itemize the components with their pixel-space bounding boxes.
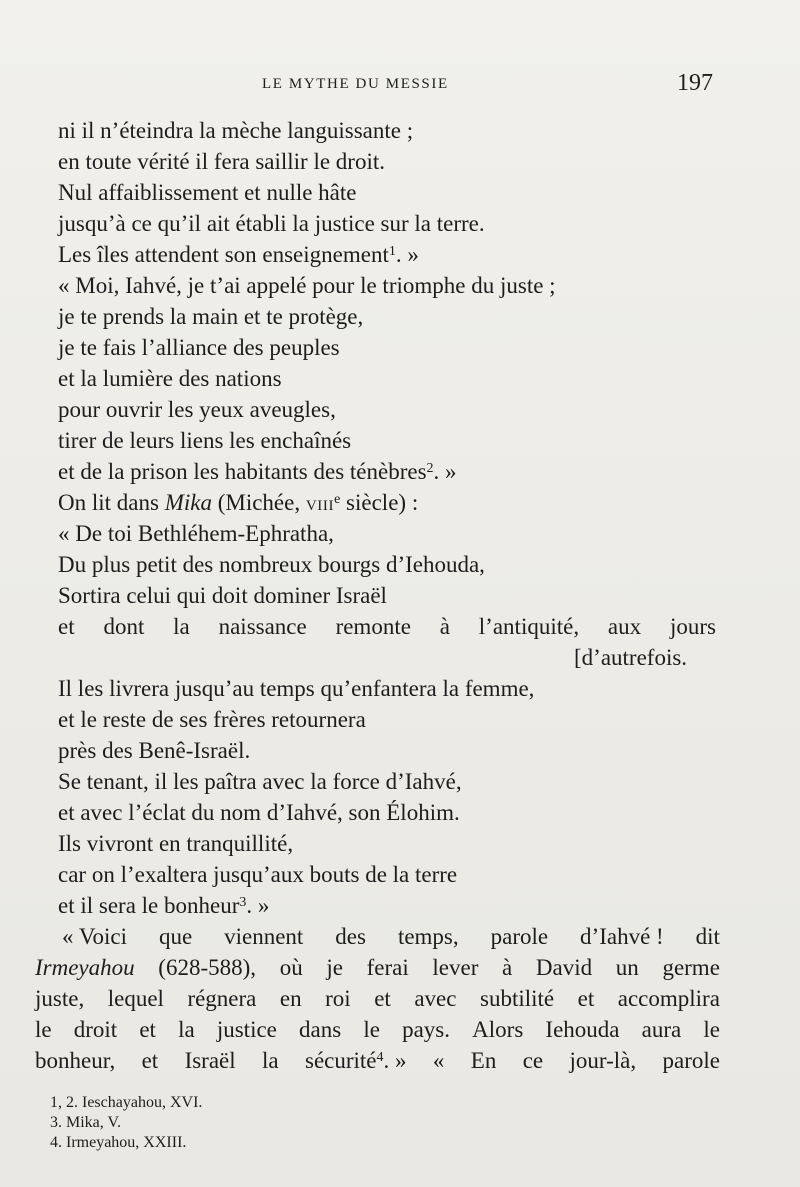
text-line: Sortira celui qui doit dominer Israël	[58, 583, 387, 608]
word: des	[335, 924, 366, 949]
word: le	[363, 1017, 380, 1042]
text-line: « De toi Bethléhem-Ephratha,	[58, 521, 334, 546]
word: et	[141, 1048, 159, 1073]
text-line: pour ouvrir les yeux aveugles,	[58, 397, 336, 422]
footnote-marker: 1	[388, 244, 396, 259]
italic-name: Irmeyahou	[35, 955, 135, 980]
text-line: Il les livrera jusqu’au temps qu’enfantera la femme,	[58, 676, 535, 701]
word: germe	[662, 955, 720, 980]
word: droit	[73, 1017, 118, 1042]
justified-line	[35, 1014, 720, 1045]
word: à	[502, 955, 513, 980]
word: et	[374, 986, 391, 1011]
word: remonte	[335, 614, 411, 639]
word: où	[279, 955, 303, 980]
word: naissance	[218, 614, 307, 639]
ordinal-suffix: e	[334, 492, 341, 507]
word: un	[615, 955, 639, 980]
word: Iehouda	[545, 1017, 620, 1042]
justified-line	[58, 611, 716, 642]
footnote: 1, 2. Ieschayahou, XVI.	[50, 1094, 203, 1111]
word: justice	[216, 1017, 277, 1042]
word: et	[577, 986, 595, 1011]
word: l’antiquité,	[478, 614, 580, 639]
word: jours	[669, 614, 716, 639]
word: à	[439, 614, 450, 639]
word: bonheur,	[35, 1048, 116, 1073]
word: Alors	[472, 1017, 524, 1042]
century-numeral: VIII	[305, 498, 335, 514]
word: sécurité	[305, 1048, 377, 1073]
text-line	[58, 239, 419, 270]
word: dans	[299, 1017, 342, 1042]
line-text: . »	[433, 459, 457, 484]
word: roi	[325, 986, 351, 1011]
text-line: [d’autrefois.	[574, 645, 688, 670]
text-line: jusqu’à ce qu’il ait établi la justice sur la terre.	[58, 211, 485, 236]
text-line: en toute vérité il fera saillir le droit.	[58, 149, 385, 174]
justified-line	[35, 952, 720, 983]
text-line: je te prends la main et te protège,	[58, 304, 364, 329]
text-line: et le reste de ses frères retournera	[58, 707, 366, 732]
line-text: On lit dans	[58, 490, 165, 515]
footnotes	[50, 1093, 750, 1153]
line-text: siècle) :	[340, 490, 419, 515]
footnote: 3. Mika, V.	[50, 1114, 121, 1131]
page-header	[0, 70, 800, 100]
word: «	[432, 1048, 445, 1073]
word: subtilité	[480, 986, 555, 1011]
italic-title: Mika	[164, 490, 212, 515]
text-line: Nul affaiblissement et nulle hâte	[58, 180, 357, 205]
word: « Voici	[62, 924, 127, 949]
text-line: Ils vivront en tranquillité,	[58, 831, 294, 856]
word: que	[158, 924, 193, 949]
footnote: 4. Irmeyahou, XXIII.	[50, 1134, 187, 1151]
word: et	[58, 614, 75, 639]
word: temps,	[397, 924, 459, 949]
word: je	[326, 955, 343, 980]
word: lequel	[107, 986, 164, 1011]
word: viennent	[224, 924, 304, 949]
word-with-note	[305, 1045, 407, 1076]
text-line: je te fais l’alliance des peuples	[58, 335, 340, 360]
running-title: LE MYTHE DU MESSIE	[262, 76, 449, 92]
footnote-marker: 3	[239, 895, 247, 910]
text-line: et la lumière des nations	[58, 366, 282, 391]
word: aura	[641, 1017, 682, 1042]
word: et	[139, 1017, 156, 1042]
text-line	[58, 487, 418, 522]
text-line: Se tenant, il les paîtra avec la force d’Iahvé,	[58, 769, 462, 794]
line-text: et de la prison les habitants des ténèbres	[58, 459, 427, 484]
line-text: . »	[246, 893, 270, 918]
line-text: et il sera le bonheur	[58, 893, 240, 918]
word: dont	[103, 614, 145, 639]
word: jour-là,	[569, 1048, 637, 1073]
word: accomplira	[617, 986, 720, 1011]
text-line: car on l’exaltera jusqu’aux bouts de la terre	[58, 862, 458, 887]
word: la	[178, 1017, 195, 1042]
text-line: ni il n’éteindra la mèche languissante ;	[58, 118, 414, 143]
word: lever	[432, 955, 479, 980]
text-line	[58, 890, 269, 921]
line-text: Les îles attendent son enseignement	[58, 242, 389, 267]
word: ferai	[366, 955, 409, 980]
text-line	[58, 456, 457, 487]
text-line: et avec l’éclat du nom d’Iahvé, son Élohim.	[58, 800, 460, 825]
word: aux	[607, 614, 642, 639]
text-line: « Moi, Iahvé, je t’ai appelé pour le triomphe du juste ;	[58, 273, 556, 298]
word: en	[279, 986, 302, 1011]
word: En	[470, 1048, 497, 1073]
word: parole	[662, 1048, 720, 1073]
word: d’Iahvé !	[580, 924, 664, 949]
text-line: Du plus petit des nombreux bourgs d’Iehouda,	[58, 552, 485, 577]
footnote-marker: 2	[426, 461, 434, 476]
text-line: tirer de leurs liens les enchaînés	[58, 428, 352, 453]
word: . »	[383, 1048, 407, 1073]
footnote-marker: 4	[376, 1050, 384, 1065]
page-number: 197	[677, 70, 713, 96]
justified-line	[35, 983, 720, 1014]
word: ce	[522, 1048, 544, 1073]
justified-line	[62, 921, 720, 952]
justified-line	[35, 1045, 720, 1076]
word: Israël	[184, 1048, 236, 1073]
word: (628-588),	[158, 955, 257, 980]
word: parole	[490, 924, 549, 949]
text-line: près des Benê-Israël.	[58, 738, 251, 763]
word: pays.	[402, 1017, 451, 1042]
word: la	[173, 614, 190, 639]
word: David	[535, 955, 593, 980]
word: le	[703, 1017, 720, 1042]
word: avec	[414, 986, 457, 1011]
word: dit	[695, 924, 720, 949]
line-text: . »	[395, 242, 419, 267]
word: le	[35, 1017, 52, 1042]
line-text: (Michée,	[211, 490, 306, 515]
word: juste,	[35, 986, 85, 1011]
word: la	[262, 1048, 279, 1073]
word: régnera	[187, 986, 257, 1011]
